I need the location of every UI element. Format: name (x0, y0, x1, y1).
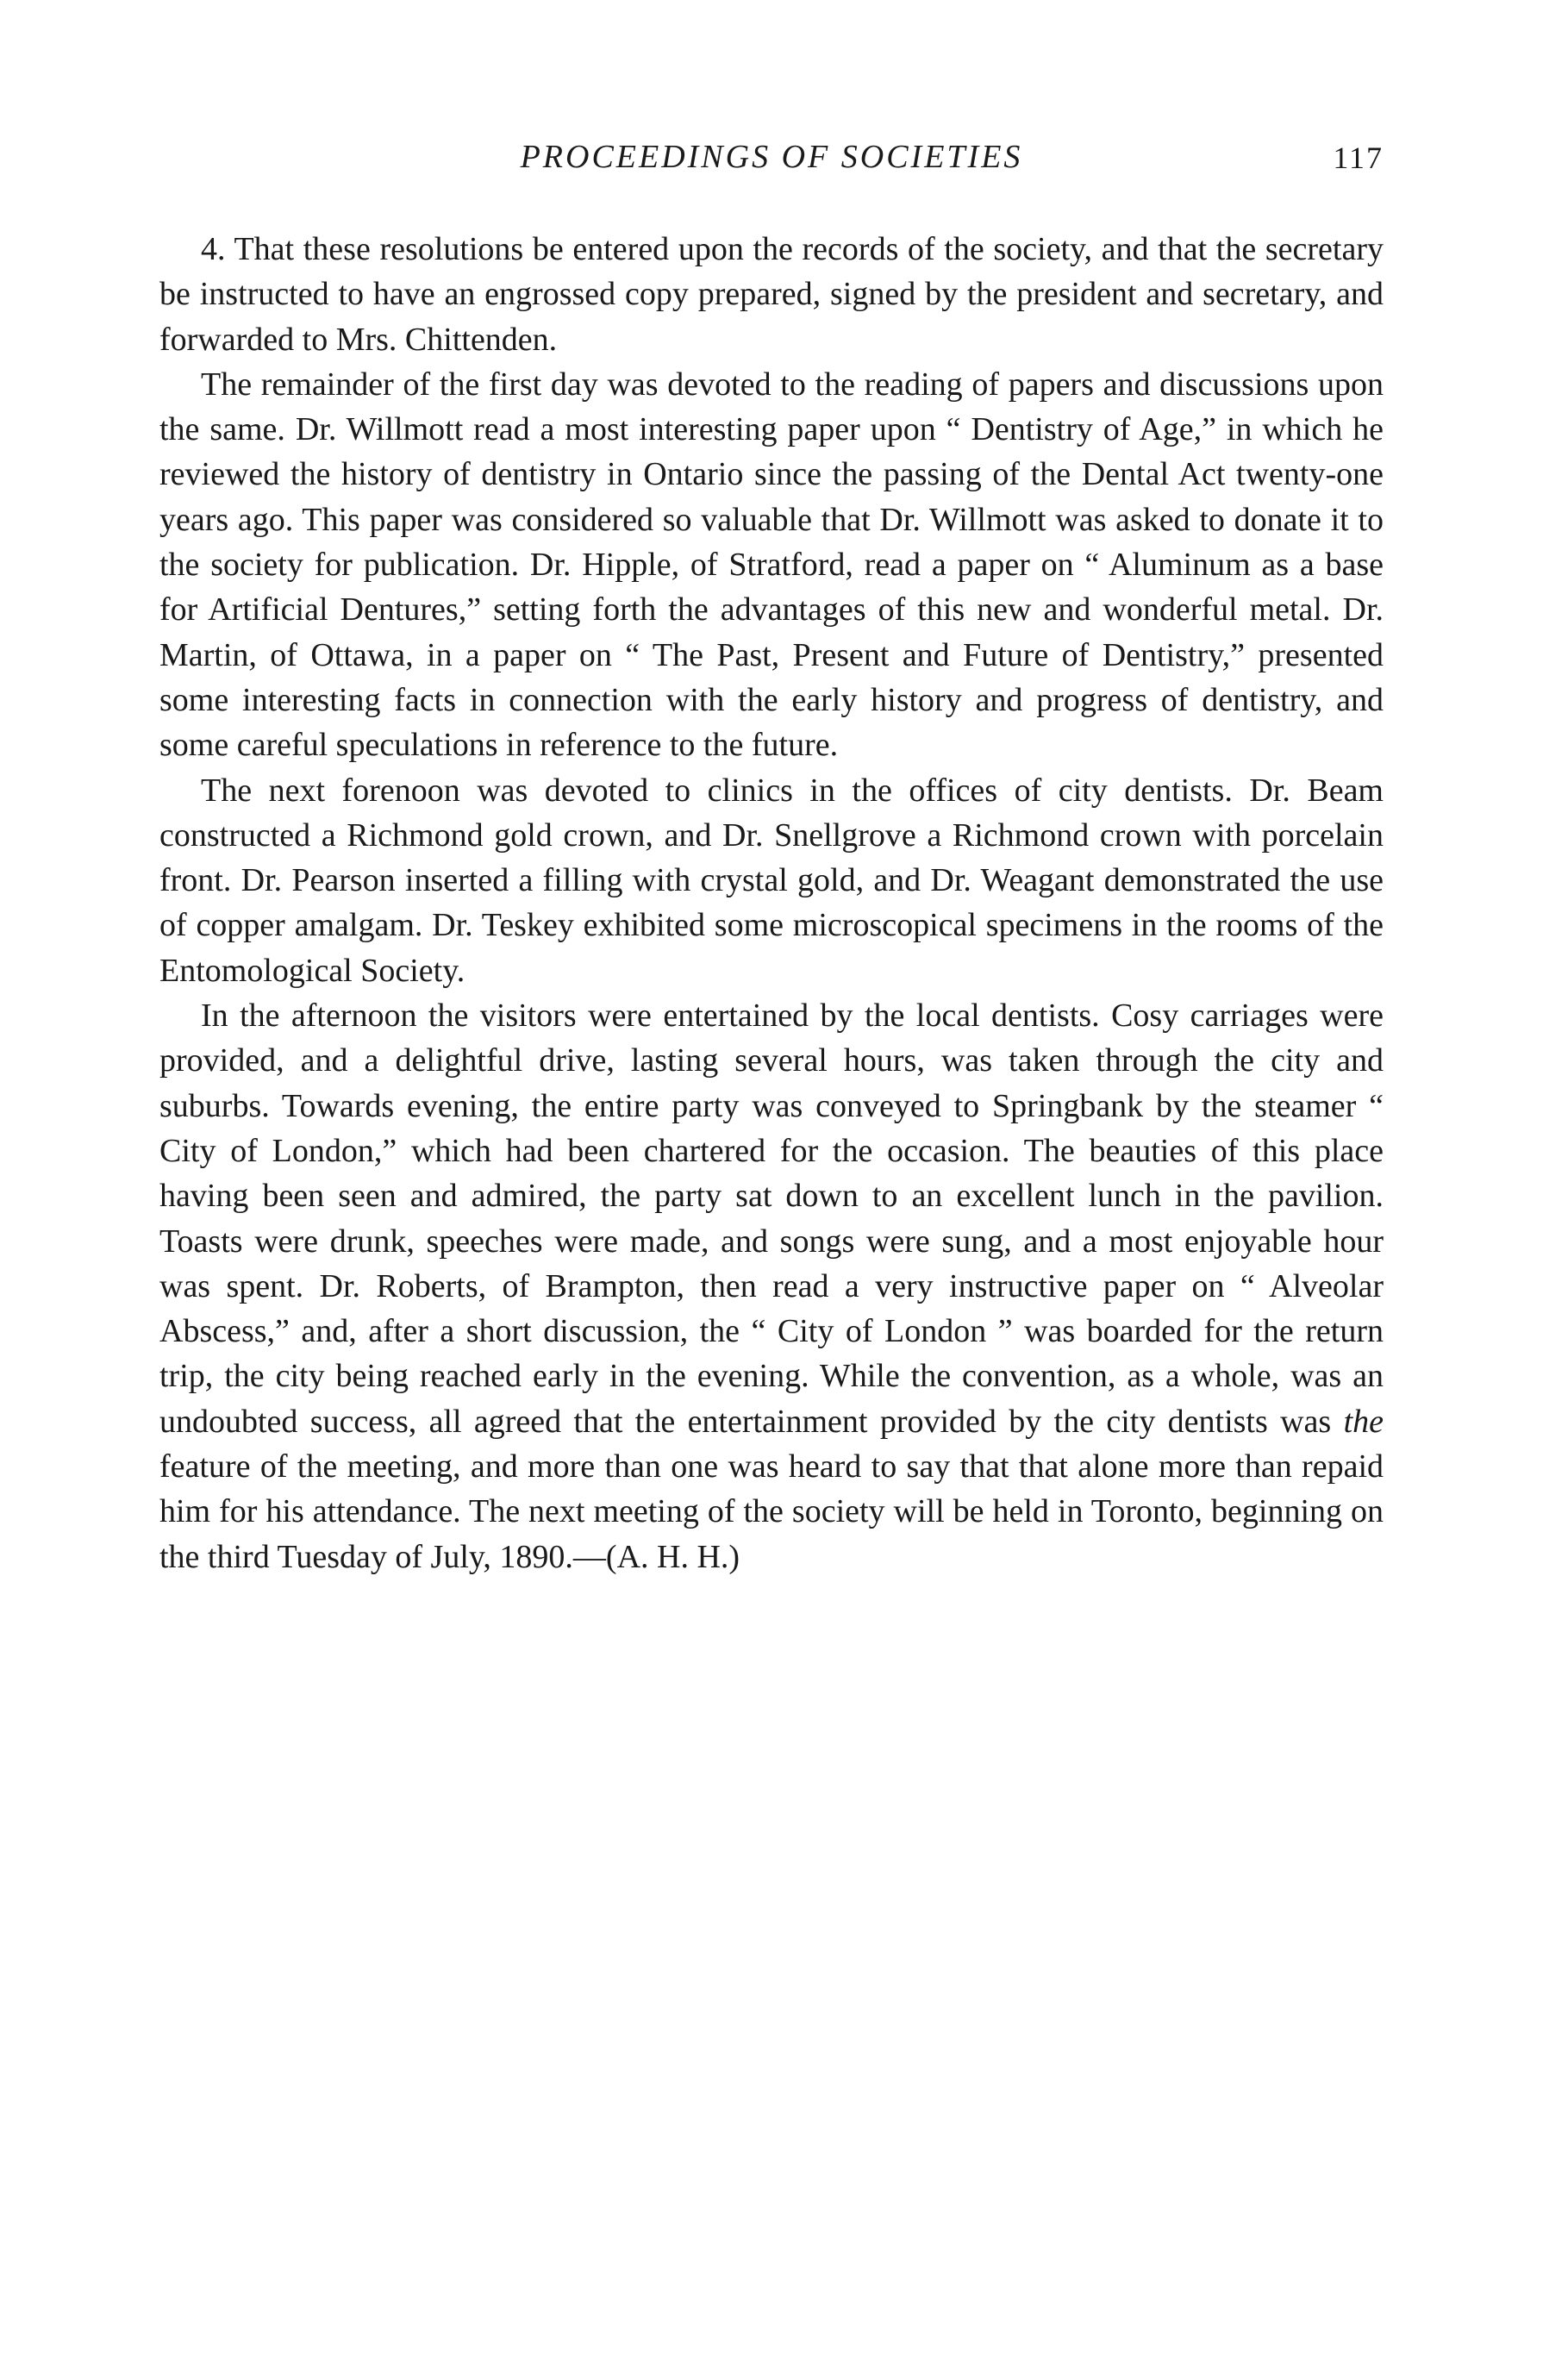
paragraph-text-before: In the afternoon the visitors were entertained by the local dentists. Cosy carriages were provided, and a delightful drive, lasting several hours, was taken through the city and suburbs. Towards evening, the entire party was conveyed to Springbank by the steamer “ City of London,” which had been chartered for the occasion. The beauties of this place having been seen and admired, the party sat down to an excellent lunch in the pavilion. Toasts were drunk, speeches were made, and songs were sung, and a most enjoyable hour was spent. Dr. Roberts, of Brampton, then read a very instructive paper on “ Alveolar Abscess,” and, after a short discussion, the “ City of London ” was boarded for the return trip, the city being reached early in the evening. While the convention, as a whole, was an undoubted success, all agreed that the entertainment provided by the city dentists was (159, 998, 1384, 1440)
italic-emphasis: the (1343, 1403, 1384, 1440)
page-number: 117 (1333, 141, 1384, 175)
paragraph-clinics: The next forenoon was devoted to clinics in the offices of city dentists. Dr. Beam constructed a Richmond gold crown, and Dr. Snellgrove a Richmond crown with porcelain front. Dr. Pearson inserted a filling with crystal gold, and Dr. Weagant demonstrated the use of copper amalgam. Dr. Teskey exhibited some microscopical specimens in the rooms of the Entomological Society. (159, 772, 1384, 989)
body-text (159, 227, 1384, 1579)
running-head (159, 138, 1384, 190)
running-title: PROCEEDINGS OF SOCIETIES (520, 139, 1023, 175)
paragraph-first-day-papers: The remainder of the first day was devoted to the reading of papers and discussions upon the same. Dr. Willmott read a most interesting paper upon “ Dentistry of Age,” in which he reviewed the history of dentistry in Ontario since the passing of the Dental Act twenty-one years ago. This paper was considered so valuable that Dr. Willmott was asked to donate it to the society for publication. Dr. Hipple, of Stratford, read a paper on “ Aluminum as a base for Artificial Dentures,” setting forth the advantages of this new and wonderful metal. Dr. Martin, of Ottawa, in a paper on “ The Past, Present and Future of Dentistry,” presented some interesting facts in connection with the early history and progress of dentistry, and some careful speculations in reference to the future. (159, 366, 1384, 764)
paragraph-afternoon-entertainment (159, 993, 1384, 1579)
paragraph-text-after: feature of the meeting, and more than one was heard to say that that alone more than repaid him for his attendance. The next meeting of the society will be held in Toronto, beginning on the third Tuesday of July, 1890.—(A. H. H.) (159, 1448, 1384, 1575)
paragraph-resolution-4: 4. That these resolutions be entered upon the records of the society, and that the secretary be instructed to have an engrossed copy prepared, signed by the president and secretary, and forwarded to Mrs. Chittenden. (159, 231, 1384, 358)
